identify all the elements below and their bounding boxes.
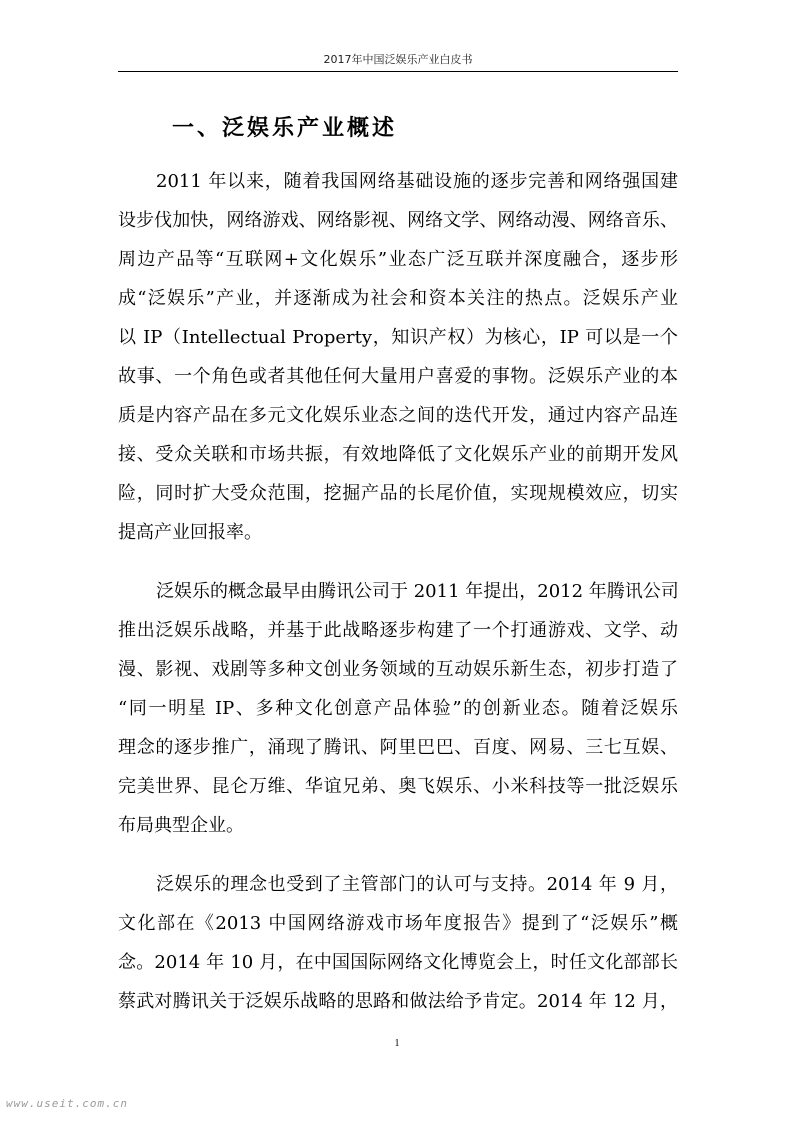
paragraph-line: 2011 年以来，随着我国网络基础设施的逐步完善和网络强国建: [156, 171, 678, 192]
paragraph-line: 文化部在《2013 中国网络游戏市场年度报告》提到了“泛娱乐”概: [118, 913, 678, 934]
header-rule: [118, 71, 678, 72]
running-header: 2017年中国泛娱乐产业白皮书: [323, 53, 473, 66]
paragraph-line: 质是内容产品在多元文化娱乐业态之间的迭代开发，通过内容产品连: [118, 405, 678, 426]
paragraph-line: 成“泛娱乐”产业，并逐渐成为社会和资本关注的热点。泛娱乐产业: [118, 288, 678, 309]
paragraph-line: 念。2014 年 10 月，在中国国际网络文化博览会上，时任文化部部长: [118, 952, 678, 973]
paragraph-line: 提高产业回报率。: [118, 522, 262, 543]
page-number: 1: [394, 1038, 400, 1049]
paragraph-line: “同一明星 IP、多种文化创意产品体验”的创新业态。随着泛娱乐: [118, 698, 678, 719]
paragraph-line: 险，同时扩大受众范围，挖掘产品的长尾价值，实现规模效应，切实: [118, 483, 678, 504]
site-watermark: www.useit.com.cn: [6, 1097, 128, 1110]
paragraph-line: 以 IP（Intellectual Property，知识产权）为核心，IP 可以是一个: [118, 327, 678, 348]
paragraph-line: 接、受众关联和市场共振，有效地降低了文化娱乐产业的前期开发风: [118, 444, 678, 465]
paragraph-line: 泛娱乐的理念也受到了主管部门的认可与支持。2014 年 9 月，: [156, 874, 678, 895]
paragraph-line: 漫、影视、戏剧等多种文创业务领域的互动娱乐新生态，初步打造了: [118, 659, 678, 680]
section-title: 一、泛娱乐产业概述: [172, 116, 398, 141]
paragraph-line: 理念的逐步推广，涌现了腾讯、阿里巴巴、百度、网易、三七互娱、: [118, 737, 678, 758]
paragraph-line: 设步伐加快，网络游戏、网络影视、网络文学、网络动漫、网络音乐、: [118, 210, 678, 231]
paragraph-line: 故事、一个角色或者其他任何大量用户喜爱的事物。泛娱乐产业的本: [118, 366, 678, 387]
paragraph-line: 泛娱乐的概念最早由腾讯公司于 2011 年提出，2012 年腾讯公司: [156, 581, 679, 602]
paragraph-line: 推出泛娱乐战略，并基于此战略逐步构建了一个打通游戏、文学、动: [118, 620, 678, 641]
paragraph-line: 蔡武对腾讯关于泛娱乐战略的思路和做法给予肯定。2014 年 12 月，: [118, 991, 678, 1012]
paragraph-line: 周边产品等“互联网+文化娱乐”业态广泛互联并深度融合，逐步形: [118, 249, 678, 270]
paragraph-line: 完美世界、昆仑万维、华谊兄弟、奥飞娱乐、小米科技等一批泛娱乐: [118, 776, 678, 797]
paragraph-line: 布局典型企业。: [118, 815, 244, 836]
